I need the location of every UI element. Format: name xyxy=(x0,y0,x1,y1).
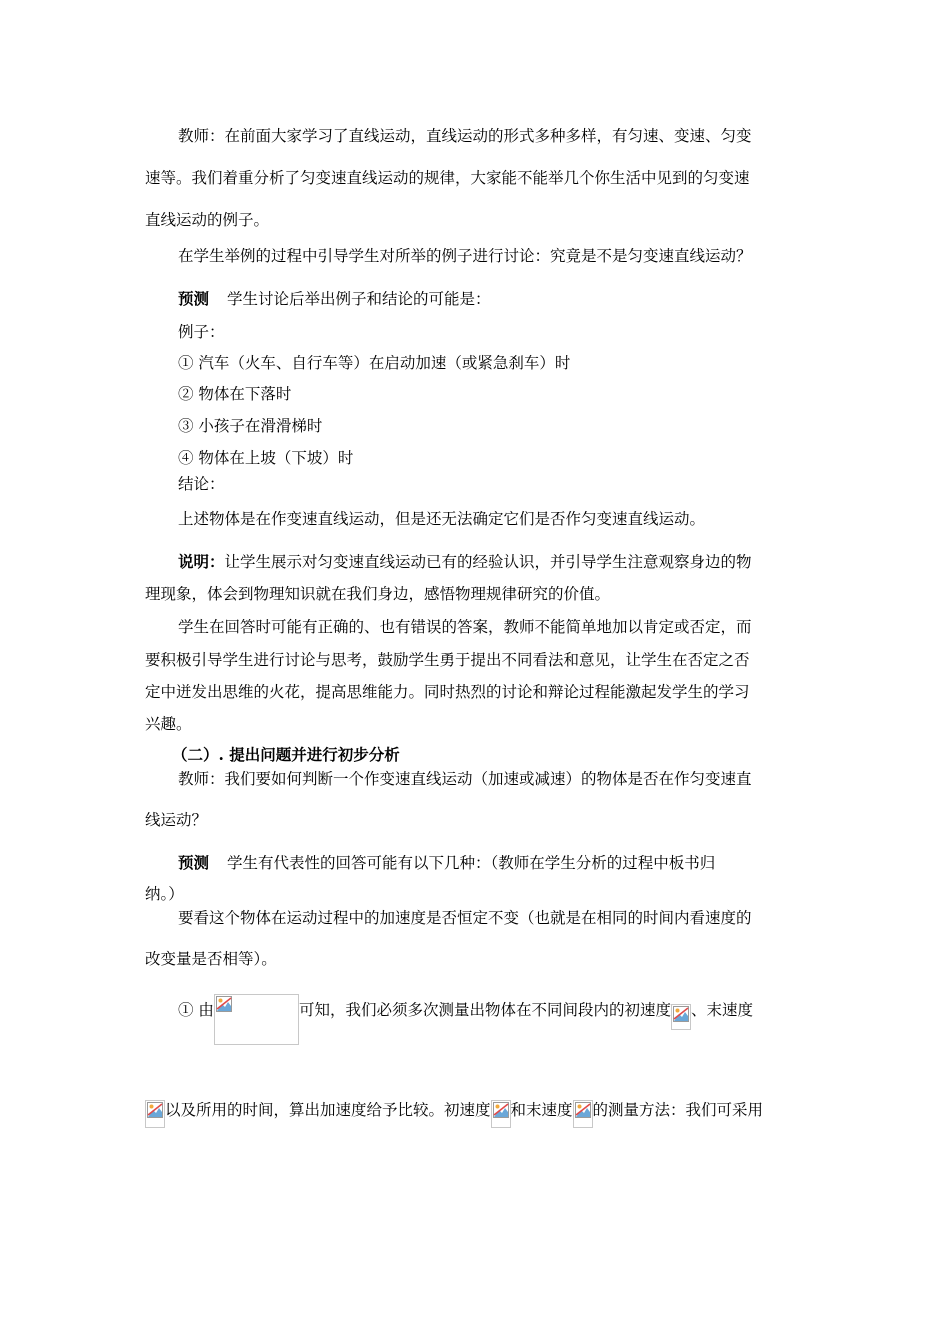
para-2: 在学生举例的过程中引导学生对所举的例子进行讨论：究竟是不是匀变速直线运动？ xyxy=(178,247,752,265)
para-8-line-2: 改变量是否相等）。 xyxy=(145,950,277,968)
note-line-1: 说明：让学生展示对匀变速直线运动已有的经验认识，并引导学生注意观察身边的物 xyxy=(178,552,752,571)
para-8-line-1: 要看这个物体在运动过程中的加速度是否恒定不变（也就是在相同的时间内看速度的 xyxy=(178,909,752,927)
prediction-1 xyxy=(178,289,491,309)
initial-velocity-image xyxy=(671,1004,691,1030)
broken-image-icon xyxy=(575,1102,591,1118)
para-1-line-2: 速等。我们着重分析了匀变速直线运动的规律，大家能不能举几个你生活中见到的匀变速 xyxy=(145,169,750,187)
prediction-2-line-1: 预测 学生有代表性的回答可能有以下几种：（教师在学生分析的过程中板书归 xyxy=(178,853,716,872)
final-velocity-image-2 xyxy=(573,1100,593,1128)
formula-image xyxy=(214,994,299,1045)
broken-image-icon xyxy=(493,1102,509,1118)
broken-image-icon xyxy=(147,1102,163,1118)
example-2: ② 物体在下落时 xyxy=(178,385,292,403)
para-1-line-3: 直线运动的例子。 xyxy=(145,211,270,229)
note-label: 说明： xyxy=(178,552,225,571)
conclusion-label: 结论： xyxy=(178,475,225,493)
para-1-line-1: 教师：在前面大家学习了直线运动，直线运动的形式多种多样，有匀速、变速、匀变 xyxy=(178,127,752,145)
broken-image-icon xyxy=(216,996,232,1012)
para-5-line-1: 学生在回答时可能有正确的、也有错误的答案，教师不能简单地加以肯定或否定，而 xyxy=(178,618,752,636)
example-1: ① 汽车（火车、自行车等）在启动加速（或紧急刹车）时 xyxy=(178,354,571,372)
conclusion-text: 上述物体是在作变速直线运动，但是还无法确定它们是否作匀变速直线运动。 xyxy=(178,510,706,528)
prediction-2-label: 预测 xyxy=(178,853,210,872)
broken-image-icon xyxy=(673,1006,689,1022)
formula-line-2: 以及所用的时间，算出加速度给予比较。初速度 和末速度 的测量方法：我们可采用 xyxy=(145,1100,763,1128)
examples-label: 例子： xyxy=(178,323,225,341)
formula-line-1: ① 由 可知，我们必须多次测量出物体在不同间段内的初速度 、末速度 xyxy=(178,1000,753,1045)
para-6-line-2: 线运动？ xyxy=(145,811,208,829)
final-velocity-image xyxy=(145,1100,165,1128)
section-heading: （二）. 提出问题并进行初步分析 xyxy=(172,745,400,764)
example-4: ④ 物体在上坡（下坡）时 xyxy=(178,449,354,467)
initial-velocity-image-2 xyxy=(491,1100,511,1128)
para-5-line-4: 兴趣。 xyxy=(145,715,192,733)
para-6-line-1: 教师：我们要如何判断一个作变速直线运动（加速或减速）的物体是否在作匀变速直 xyxy=(178,770,752,788)
para-5-line-3: 定中迸发出思维的火花，提高思维能力。同时热烈的讨论和辩论过程能激起发学生的学习 xyxy=(145,683,750,701)
prediction-text: 学生讨论后举出例子和结论的可能是： xyxy=(227,290,491,308)
example-3: ③ 小孩子在滑滑梯时 xyxy=(178,417,323,435)
prediction-2-line-2: 纳。） xyxy=(145,885,184,903)
note-line-2: 理现象，体会到物理知识就在我们身边，感悟物理规律研究的价值。 xyxy=(145,585,611,603)
prediction-label: 预测 xyxy=(178,289,210,308)
para-5-line-2: 要积极引导学生进行讨论与思考，鼓励学生勇于提出不同看法和意见，让学生在否定之否 xyxy=(145,651,750,669)
